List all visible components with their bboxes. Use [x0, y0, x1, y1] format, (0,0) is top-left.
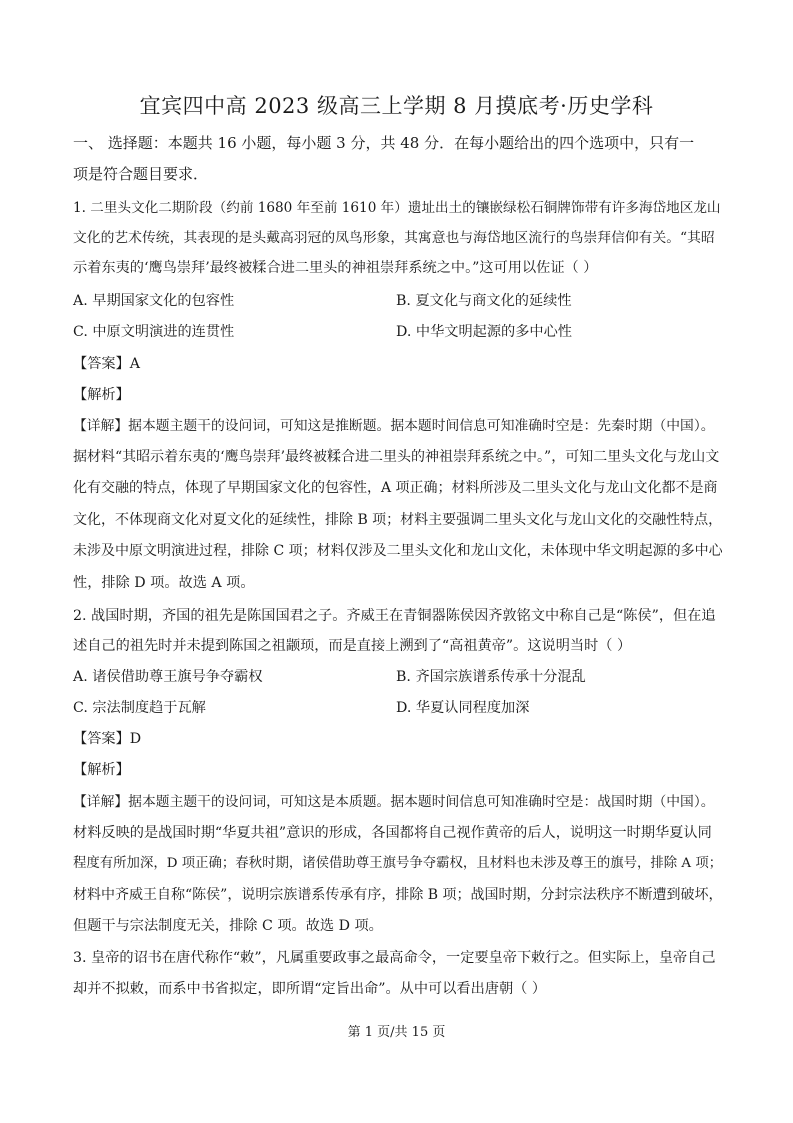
q1-analysis-label: 【解析】: [73, 387, 130, 403]
q1-option-b: B. 夏文化与商文化的延续性: [396, 293, 572, 309]
q2-detail-line-1: 【详解】据本题主题干的设问词，可知这是本质题。据本题时间信息可知准确时空是：战国时期（中国）。: [73, 794, 715, 810]
section-header-line-2: 项是符合题目要求．: [73, 165, 209, 183]
q2-answer: 【答案】D: [73, 731, 142, 747]
q1-option-d: D. 中华文明起源的多中心性: [396, 324, 572, 340]
q3-stem-line-2: 却并不拟敕，而系中书省拟定，即所谓“定旨出命”。从中可以看出唐朝（ ）: [73, 981, 547, 997]
q2-analysis-label: 【解析】: [73, 762, 130, 778]
q2-detail-line-2: 材料反映的是战国时期“华夏共祖”意识的形成，各国都将自己视作黄帝的后人，说明这一时期华夏认同: [73, 825, 712, 841]
q2-option-b: B. 齐国宗族谱系传承十分混乱: [396, 669, 586, 685]
q1-detail-line-1: 【详解】据本题主题干的设问词，可知这是推断题。据本题时间信息可知准确时空是：先秦时期（中国）。: [73, 418, 715, 434]
q2-stem-line-1: 2. 战国时期，齐国的祖先是陈国国君之子。齐威王在青铜器陈侯因齐敦铭文中称自己是“陈侯”，但在追: [73, 608, 716, 624]
q2-stem-line-2: 述自己的祖先时并未提到陈国之祖颛顼，而是直接上溯到了“高祖黄帝”。这说明当时（ ）: [73, 638, 632, 654]
page-title: 宜宾四中高 2023 级高三上学期 8 月摸底考·历史学科: [139, 94, 654, 118]
q1-detail-line-2: 据材料“其昭示着东夷的‘鹰鸟崇拜’最终被糅合进二里头的神祖崇拜系统之中。”，可知二里头文化与龙山文: [73, 449, 720, 465]
q2-detail-line-3: 程度有所加深，D 项正确；春秋时期，诸侯借助尊王旗号争夺霸权，且材料也未涉及尊王的旗号，排除 A 项；: [73, 856, 723, 871]
q1-answer: 【答案】A: [73, 356, 140, 372]
q2-option-a: A. 诸侯借助尊王旗号争夺霸权: [73, 669, 263, 685]
q1-detail-line-6: 性，排除 D 项。故选 A 项。: [73, 575, 255, 591]
q1-detail-line-3: 化有交融的特点，体现了早期国家文化的包容性，A 项正确；材料所涉及二里头文化与龙山文化都不是商: [73, 480, 718, 496]
q1-option-a: A. 早期国家文化的包容性: [73, 293, 235, 309]
q2-detail-line-5: 但题干与宗法制度无关，排除 C 项。故选 D 项。: [73, 918, 383, 934]
q2-option-d: D. 华夏认同程度加深: [396, 700, 530, 716]
page-footer: 第 1 页/共 15 页: [347, 1025, 446, 1040]
q1-detail-line-5: 未涉及中原文明演进过程，排除 C 项；材料仅涉及二里头文化和龙山文化，未体现中华文明起源的多中心: [73, 543, 723, 559]
q3-stem-line-1: 3. 皇帝的诏书在唐代称作“敕”，凡属重要政事之最高命令，一定要皇帝下敕行之。但实际上，皇帝自己: [73, 950, 716, 966]
q2-detail-line-4: 材料中齐威王自称“陈侯”，说明宗族谱系传承有序，排除 B 项；战国时期，分封宗法秩序不断遭到破坏，: [73, 887, 723, 903]
q1-stem-line-1: 1. 二里头文化二期阶段（约前 1680 年至前 1610 年）遗址出土的镶嵌绿松石铜牌饰带有许多海岱地区龙山: [73, 200, 721, 216]
q1-option-c: C. 中原文明演进的连贯性: [73, 324, 235, 340]
section-header-line-1: 一、 选择题：本题共 16 小题，每小题 3 分，共 48 分．在每小题给出的四个选项中，只有一: [73, 134, 695, 152]
q1-detail-line-4: 文化，不体现商文化对夏文化的延续性，排除 B 项；材料主要强调二里头文化与龙山文化的交融性特点，: [73, 512, 723, 528]
q1-stem-line-3: 示着东夷的‘鹰鸟崇拜’最终被糅合进二里头的神祖崇拜系统之中。”这可用以佐证（ ）: [73, 260, 598, 276]
q1-stem-line-2: 文化的艺术传统，其表现的是头戴高羽冠的凤鸟形象，其寓意也与海岱地区流行的鸟崇拜信仰有关。“其昭: [73, 230, 715, 246]
q2-option-c: C. 宗法制度趋于瓦解: [73, 700, 206, 716]
